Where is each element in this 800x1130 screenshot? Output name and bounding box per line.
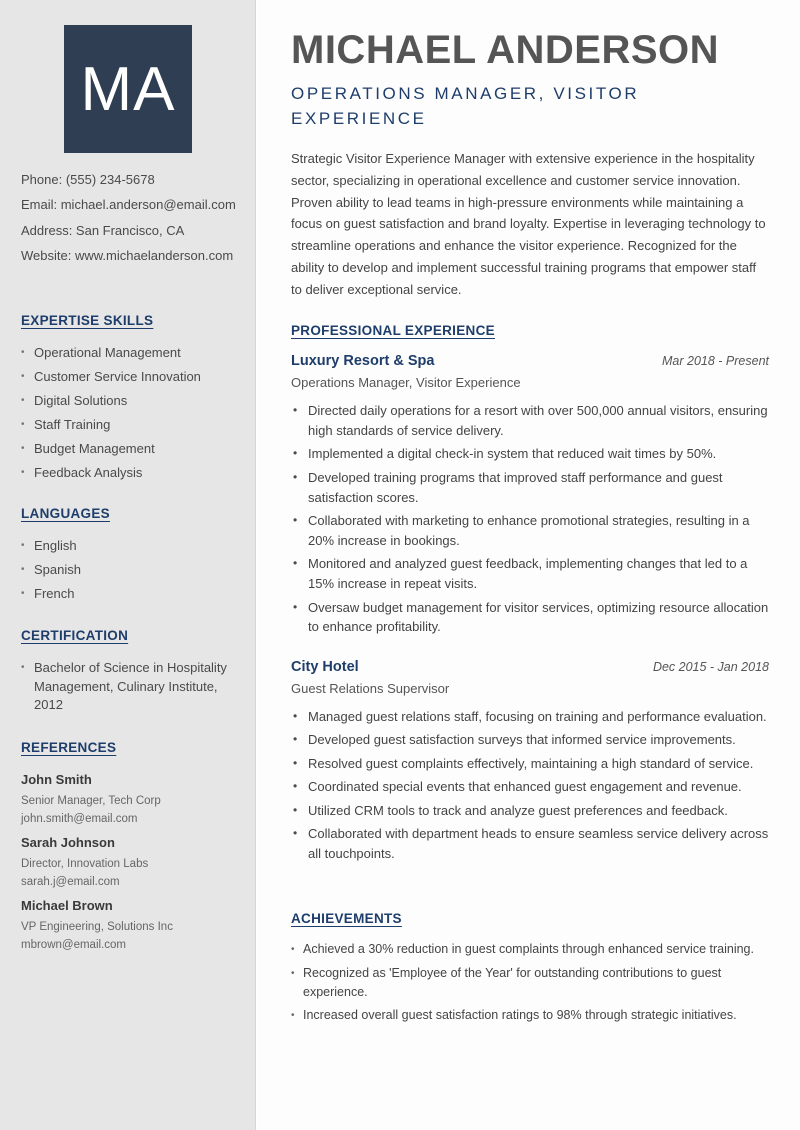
list-item: • Bachelor of Science in Hospitality Management, Culinary Institute, 2012: [21, 660, 227, 712]
list-item: • French: [21, 585, 236, 604]
candidate-title: OPERATIONS MANAGER, VISITOR EXPERIENCE: [291, 84, 640, 128]
job-role: Operations Manager, Visitor Experience: [291, 375, 521, 390]
bullet-icon: •: [21, 443, 25, 454]
monogram-badge: [64, 25, 192, 153]
list-item: • Recognized as 'Employee of the Year' for outstanding contributions to guest experience.: [291, 965, 722, 999]
monogram-text: MA: [80, 54, 176, 124]
reference-email: mbrown@email.com: [21, 939, 126, 951]
reference-title: Director, Innovation Labs: [21, 858, 149, 870]
skills-list: [21, 344, 236, 488]
achievements-list: [291, 940, 769, 1030]
bullet-icon: •: [291, 1010, 295, 1021]
job-dates: Dec 2015 - Jan 2018: [652, 660, 769, 674]
company-name: City Hotel: [291, 659, 359, 675]
job-dates: Mar 2018 - Present: [662, 354, 769, 368]
list-item: • Feedback Analysis: [21, 464, 236, 483]
achievements-heading: ACHIEVEMENTS: [291, 911, 402, 926]
reference-name: John Smith: [21, 772, 92, 787]
reference-title: VP Engineering, Solutions Inc: [21, 921, 173, 933]
list-item: • Implemented a digital check-in system that reduced wait times by 50%.: [291, 444, 769, 464]
sidebar: [0, 0, 256, 1130]
list-item: • Spanish: [21, 561, 236, 580]
contact-website: Website: www.michaelanderson.com: [21, 247, 234, 263]
reference-entry: [21, 772, 241, 827]
reference-title: Senior Manager, Tech Corp: [21, 795, 161, 807]
list-item: • Directed daily operations for a resort with over 500,000 annual visitors, ensuring high standards of service delivery.: [293, 403, 768, 438]
bullet-icon: •: [21, 467, 25, 478]
list-item: • Collaborated with department heads to ensure seamless service delivery across all touchpoints.: [293, 826, 769, 862]
bullet-icon: •: [21, 564, 25, 575]
references-heading: REFERENCES: [21, 740, 117, 755]
bullet-icon: •: [21, 588, 25, 599]
bullet-icon: •: [291, 967, 295, 979]
list-item: • Increased overall guest satisfaction ratings to 98% through strategic initiatives.: [291, 1006, 769, 1025]
bullet-icon: •: [21, 395, 25, 406]
job-entry: [291, 353, 769, 641]
contact-info: [21, 172, 251, 273]
list-item: • Developed guest satisfaction surveys that informed service improvements.: [291, 730, 769, 750]
bullet-icon: •: [21, 662, 25, 673]
list-item: • Collaborated with marketing to enhance promotional strategies, resulting in a 20% increase in bookings.: [293, 513, 750, 548]
certification-list: [21, 659, 236, 720]
certification-heading: CERTIFICATION: [21, 628, 129, 643]
bullet-icon: •: [293, 599, 298, 614]
bullet-icon: •: [293, 732, 298, 747]
job-bullets: [291, 707, 769, 864]
list-item: • Customer Service Innovation: [21, 368, 236, 387]
list-item: • Coordinated special events that enhanced guest engagement and revenue.: [291, 777, 769, 797]
list-item: • Achieved a 30% reduction in guest complaints through enhanced service training.: [291, 940, 769, 959]
bullet-icon: •: [293, 826, 298, 841]
bullet-icon: •: [291, 944, 295, 955]
contact-email: Email: michael.anderson@email.com: [21, 197, 236, 213]
reference-name: Michael Brown: [21, 898, 113, 913]
company-name: Luxury Resort & Spa: [291, 353, 435, 369]
list-item: • English: [21, 537, 236, 556]
reference-email: john.smith@email.com: [21, 813, 138, 825]
reference-entry: [21, 898, 241, 953]
bullet-icon: •: [293, 403, 298, 417]
list-item: • Managed guest relations staff, focusing on training and performance evaluation.: [291, 707, 769, 727]
job-bullets: [291, 401, 769, 637]
languages-heading: LANGUAGES: [21, 506, 110, 521]
bullet-icon: •: [293, 469, 298, 484]
bullet-icon: •: [21, 540, 25, 551]
main-content: [257, 0, 800, 1130]
list-item: • Resolved guest complaints effectively, maintaining a high standard of service.: [291, 754, 769, 774]
summary-paragraph: Strategic Visitor Experience Manager with extensive experience in the hospitality sector, specializing in operational excellence and customer service innovation. Proven ability to lead teams in high-pressure environments while maintaining a focus on guest satisfaction and brand loyalty. Expertise in leveraging technology to streamline operations and enhance the visitor experience. Recognized for the ability to develop and implement successful training programs that empower staff to deliver exceptional service.: [291, 151, 766, 297]
list-item: • Oversaw budget management for visitor services, optimizing resource allocation to enhance profitability.: [293, 599, 769, 635]
bullet-icon: •: [21, 347, 25, 358]
bullet-icon: •: [21, 371, 25, 382]
bullet-icon: •: [293, 755, 298, 770]
list-item: • Operational Management: [21, 344, 236, 363]
list-item: • Utilized CRM tools to track and analyze guest preferences and feedback.: [291, 801, 769, 821]
contact-address: Address: San Francisco, CA: [21, 222, 185, 238]
bullet-icon: •: [293, 802, 298, 817]
skills-heading: EXPERTISE SKILLS: [21, 313, 154, 328]
bullet-icon: •: [21, 419, 25, 430]
list-item: • Monitored and analyzed guest feedback, implementing changes that led to a 15% increase in repeat visits.: [293, 556, 748, 592]
bullet-icon: •: [293, 709, 298, 723]
reference-email: sarah.j@email.com: [21, 876, 120, 888]
bullet-icon: •: [293, 513, 298, 528]
list-item: • Staff Training: [21, 416, 236, 435]
experience-heading: PROFESSIONAL EXPERIENCE: [291, 323, 495, 338]
reference-entry: [21, 835, 241, 890]
contact-phone: Phone: (555) 234-5678: [21, 172, 155, 187]
reference-name: Sarah Johnson: [21, 835, 115, 850]
list-item: • Budget Management: [21, 440, 236, 459]
bullet-icon: •: [293, 779, 298, 794]
list-item: • Developed training programs that improved staff performance and guest satisfaction scores.: [293, 469, 723, 505]
bullet-icon: •: [293, 446, 298, 461]
languages-list: [21, 537, 236, 609]
job-entry: [291, 659, 769, 868]
candidate-name: MICHAEL ANDERSON: [291, 28, 720, 72]
list-item: • Digital Solutions: [21, 392, 236, 411]
job-role: Guest Relations Supervisor: [291, 681, 450, 696]
bullet-icon: •: [293, 556, 298, 571]
